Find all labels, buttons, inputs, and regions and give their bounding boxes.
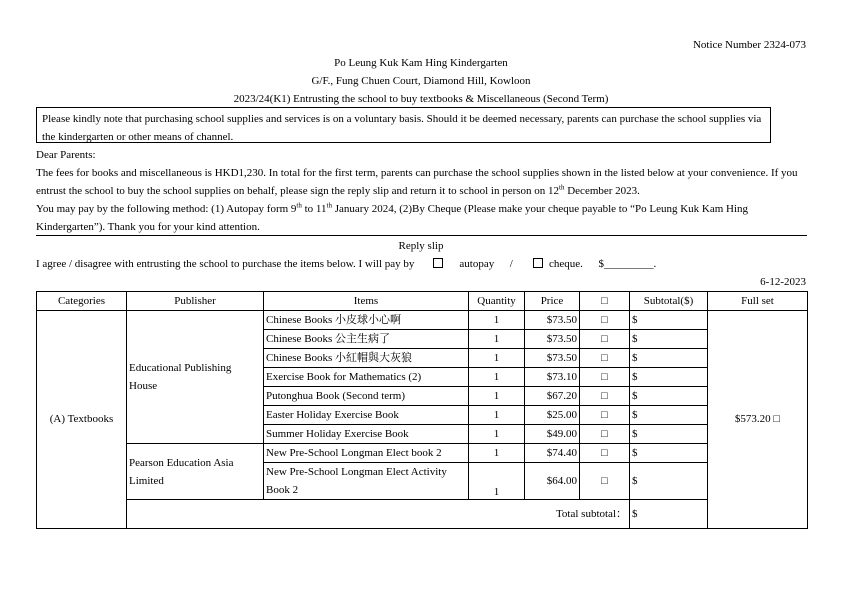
letter-p2-a: You may pay by the following method: (1) Autopay form 9 xyxy=(36,203,297,215)
price-cell: $73.50 xyxy=(525,349,580,368)
reply-slip-title: Reply slip xyxy=(398,240,444,252)
letter-p1-end: December 2023. xyxy=(564,185,640,197)
school-name: Po Leung Kuk Kam Hing Kindergarten xyxy=(334,57,508,69)
subtotal-cell[interactable]: $ xyxy=(630,463,708,500)
subtotal-cell[interactable]: $ xyxy=(630,406,708,425)
price-cell: $49.00 xyxy=(525,425,580,444)
supplies-table xyxy=(36,291,808,529)
voluntary-notice-box: Please kindly note that purchasing school supplies and services is on a voluntary basis. Should it be deemed necessary, parents can purchase the school supplies via the kindergarten or other means of channel. xyxy=(36,107,771,143)
price-cell: $67.20 xyxy=(525,387,580,406)
select-checkbox[interactable]: □ xyxy=(580,368,630,387)
item-cell: Chinese Books 公主生病了 xyxy=(264,330,469,349)
item-cell: Chinese Books 小紅帽與大灰狼 xyxy=(264,349,469,368)
header-full-set: Full set xyxy=(708,292,808,311)
subtotal-cell[interactable]: $ xyxy=(630,330,708,349)
item-cell: Summer Holiday Exercise Book xyxy=(264,425,469,444)
total-subtotal-label: Total subtotal： xyxy=(127,500,630,529)
header-quantity: Quantity xyxy=(469,292,525,311)
table-row xyxy=(37,311,808,330)
qty-cell: 1 xyxy=(469,444,525,463)
select-checkbox[interactable]: □ xyxy=(580,406,630,425)
agree-text: I agree / disagree with entrusting the school to purchase the items below. I will pay by xyxy=(36,258,415,270)
qty-cell: 1 xyxy=(469,463,525,500)
header-publisher: Publisher xyxy=(127,292,264,311)
school-address: G/F., Fung Chuen Court, Diamond Hill, Kowloon xyxy=(311,75,531,87)
qty-cell: 1 xyxy=(469,330,525,349)
notice-subject: 2023/24(K1) Entrusting the school to buy textbooks & Miscellaneous (Second Term) xyxy=(233,93,609,105)
table-header-row xyxy=(37,292,808,311)
divider-line xyxy=(36,235,807,236)
qty-cell: 1 xyxy=(469,349,525,368)
item-cell: Chinese Books 小皮球小心啊 xyxy=(264,311,469,330)
total-subtotal-value[interactable]: $ xyxy=(630,500,708,529)
letter-p2-b: to 11 xyxy=(301,203,327,215)
qty-cell: 1 xyxy=(469,311,525,330)
item-cell: Putonghua Book (Second term) xyxy=(264,387,469,406)
select-checkbox[interactable]: □ xyxy=(580,311,630,330)
subtotal-cell[interactable]: $ xyxy=(630,311,708,330)
qty-cell: 1 xyxy=(469,387,525,406)
letter-p1-text: The fees for books and miscellaneous is HKD1,230. In total for the first term, parents can purchase the school supplies shown in the listed below at your convenience. If you entrust the school to buy the school supplies on behalf, please sign the reply slip and return it to school in person on 12 xyxy=(36,167,798,197)
price-cell: $73.10 xyxy=(525,368,580,387)
price-cell: $25.00 xyxy=(525,406,580,425)
price-cell: $73.50 xyxy=(525,330,580,349)
header-check: □ xyxy=(580,292,630,311)
cheque-checkbox[interactable] xyxy=(533,258,543,268)
price-cell: $73.50 xyxy=(525,311,580,330)
item-cell: New Pre-School Longman Elect Activity Book 2 xyxy=(264,463,469,500)
letter-p2-sup1: th xyxy=(296,201,302,210)
letter-p2-c: January 2024, (2)By Cheque (Please make your cheque payable to “Po Leung Kuk Kam Hing Kindergarten”). Thank you for your kind attention. xyxy=(36,203,749,233)
subtotal-cell[interactable]: $ xyxy=(630,349,708,368)
select-checkbox[interactable]: □ xyxy=(580,425,630,444)
header-subtotal: Subtotal($) xyxy=(630,292,708,311)
item-cell: Exercise Book for Mathematics (2) xyxy=(264,368,469,387)
select-checkbox[interactable]: □ xyxy=(580,349,630,368)
select-checkbox[interactable]: □ xyxy=(580,330,630,349)
notice-number: Notice Number 2324-073 xyxy=(692,39,806,51)
autopay-label: autopay xyxy=(459,258,495,270)
letter-paragraph-2 xyxy=(36,200,806,236)
full-set-cell[interactable]: $573.20 □ xyxy=(708,311,808,529)
total-row xyxy=(37,500,808,529)
reply-agree-line xyxy=(36,258,656,271)
category-cell: (A) Textbooks xyxy=(37,311,127,529)
qty-cell: 1 xyxy=(469,425,525,444)
subtotal-cell[interactable]: $ xyxy=(630,368,708,387)
table-row xyxy=(37,444,808,463)
subtotal-cell[interactable]: $ xyxy=(630,444,708,463)
reply-date: 6-12-2023 xyxy=(760,276,806,288)
letter-p2-sup2: th xyxy=(326,201,332,210)
pay-separator: / xyxy=(509,258,513,270)
header-price: Price xyxy=(525,292,580,311)
qty-cell: 1 xyxy=(469,406,525,425)
publisher-cell-2: Pearson Education Asia Limited xyxy=(127,444,264,500)
salutation: Dear Parents: xyxy=(36,149,96,161)
amount-blank[interactable]: $_________. xyxy=(598,258,657,270)
qty-cell: 1 xyxy=(469,368,525,387)
item-cell: New Pre-School Longman Elect book 2 xyxy=(264,444,469,463)
letter-paragraph-1 xyxy=(36,164,806,200)
header-categories: Categories xyxy=(37,292,127,311)
cheque-label: cheque. xyxy=(549,258,583,270)
subtotal-cell[interactable]: $ xyxy=(630,387,708,406)
price-cell: $74.40 xyxy=(525,444,580,463)
header-items: Items xyxy=(264,292,469,311)
item-cell: Easter Holiday Exercise Book xyxy=(264,406,469,425)
publisher-cell-1: Educational Publishing House xyxy=(127,311,264,444)
subtotal-cell[interactable]: $ xyxy=(630,425,708,444)
select-checkbox[interactable]: □ xyxy=(580,444,630,463)
select-checkbox[interactable]: □ xyxy=(580,463,630,500)
letter-p1-sup: th xyxy=(559,183,565,192)
autopay-checkbox[interactable] xyxy=(433,258,443,268)
price-cell: $64.00 xyxy=(525,463,580,500)
select-checkbox[interactable]: □ xyxy=(580,387,630,406)
